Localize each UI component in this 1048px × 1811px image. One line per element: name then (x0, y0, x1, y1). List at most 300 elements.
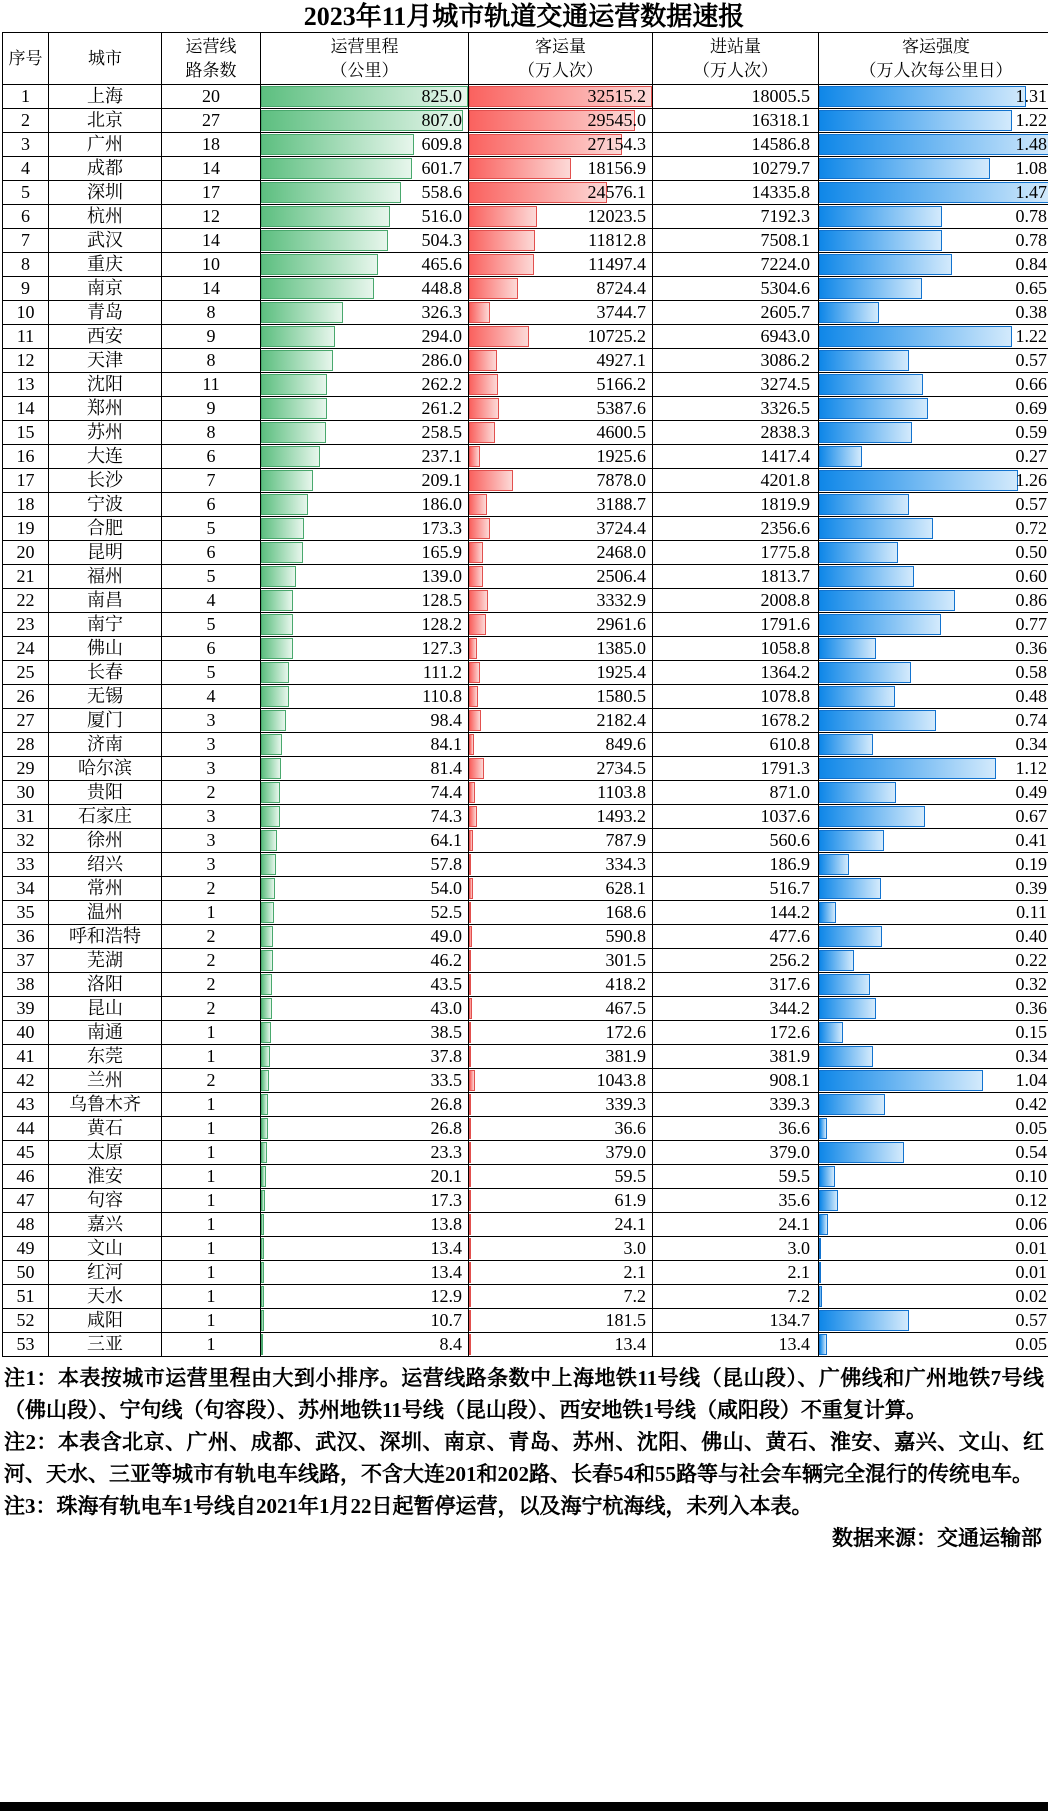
cell-value: 2182.4 (596, 710, 646, 730)
cell-entries: 186.9 (653, 853, 819, 877)
table-row (3, 1021, 1048, 1045)
cell-mileage (261, 325, 469, 349)
cell-mileage (261, 925, 469, 949)
cell-index: 2 (3, 109, 49, 133)
cell-intensity (819, 1333, 1048, 1357)
cell-city: 无锡 (49, 685, 162, 709)
table-row (3, 997, 1048, 1021)
cell-lines: 1 (162, 1093, 261, 1117)
cell-index: 23 (3, 613, 49, 637)
footnote-2: 注2：本表含北京、广州、成都、武汉、深圳、南京、青岛、苏州、沈阳、佛山、黄石、淮安、嘉兴、文山、红河、天水、三亚等城市有轨电车线路，不含大连201和202路、长春54和55路等与社会车辆完全混行的传统电车。 (4, 1430, 1044, 1486)
cell-index: 31 (3, 805, 49, 829)
table-row (3, 157, 1048, 181)
cell-index: 4 (3, 157, 49, 181)
cell-lines: 18 (162, 133, 261, 157)
cell-value: 2506.4 (596, 566, 646, 586)
cell-index: 34 (3, 877, 49, 901)
cell-intensity (819, 733, 1048, 757)
col-header-entries: 进站量 （万人次） (653, 33, 819, 85)
cell-value: 1925.4 (596, 662, 646, 682)
cell-passengers (469, 1021, 653, 1045)
cell-entries: 1791.3 (653, 757, 819, 781)
cell-value: 849.6 (605, 734, 646, 754)
cell-mileage (261, 613, 469, 637)
cell-value: 10725.2 (587, 326, 646, 346)
cell-lines: 4 (162, 685, 261, 709)
cell-lines: 14 (162, 157, 261, 181)
cell-value: 326.3 (421, 302, 462, 322)
cell-city: 东莞 (49, 1045, 162, 1069)
cell-index: 26 (3, 685, 49, 709)
cell-mileage (261, 301, 469, 325)
cell-entries: 908.1 (653, 1069, 819, 1093)
cell-mileage (261, 1189, 469, 1213)
cell-value: 209.1 (421, 470, 462, 490)
cell-passengers (469, 229, 653, 253)
cell-mileage (261, 637, 469, 661)
cell-city: 长沙 (49, 469, 162, 493)
cell-mileage (261, 1309, 469, 1333)
cell-value: 4600.5 (596, 422, 646, 442)
cell-mileage (261, 973, 469, 997)
cell-city: 上海 (49, 85, 162, 109)
cell-entries: 3326.5 (653, 397, 819, 421)
cell-value: 127.3 (421, 638, 462, 658)
cell-intensity (819, 565, 1048, 589)
table-row (3, 205, 1048, 229)
cell-value: 10.7 (430, 1310, 462, 1330)
cell-value: 1.04 (1015, 1070, 1047, 1090)
cell-passengers (469, 877, 653, 901)
cell-passengers (469, 133, 653, 157)
cell-mileage (261, 1165, 469, 1189)
cell-passengers (469, 901, 653, 925)
table-row (3, 277, 1048, 301)
table-row (3, 901, 1048, 925)
cell-value: 0.58 (1015, 662, 1047, 682)
cell-lines: 14 (162, 277, 261, 301)
cell-entries: 2838.3 (653, 421, 819, 445)
cell-city: 嘉兴 (49, 1213, 162, 1237)
cell-value: 294.0 (421, 326, 462, 346)
cell-intensity (819, 541, 1048, 565)
cell-value: 0.57 (1015, 350, 1047, 370)
cell-value: 2961.6 (596, 614, 646, 634)
cell-value: 261.2 (421, 398, 462, 418)
cell-city: 重庆 (49, 253, 162, 277)
table-row (3, 253, 1048, 277)
cell-intensity (819, 685, 1048, 709)
cell-intensity (819, 1213, 1048, 1237)
cell-entries: 7508.1 (653, 229, 819, 253)
cell-index: 32 (3, 829, 49, 853)
cell-mileage (261, 733, 469, 757)
cell-value: 0.22 (1015, 950, 1047, 970)
cell-passengers (469, 925, 653, 949)
cell-value: 0.06 (1015, 1214, 1047, 1234)
table-row (3, 613, 1048, 637)
cell-mileage (261, 997, 469, 1021)
cell-intensity (819, 181, 1048, 205)
cell-value: 0.84 (1015, 254, 1047, 274)
cell-passengers (469, 1213, 653, 1237)
cell-index: 35 (3, 901, 49, 925)
cell-value: 3188.7 (596, 494, 646, 514)
cell-index: 5 (3, 181, 49, 205)
cell-passengers (469, 1309, 653, 1333)
cell-value: 0.50 (1015, 542, 1047, 562)
cell-index: 29 (3, 757, 49, 781)
table-row (3, 541, 1048, 565)
table-row (3, 733, 1048, 757)
cell-city: 淮安 (49, 1165, 162, 1189)
cell-passengers (469, 757, 653, 781)
cell-value: 5387.6 (596, 398, 646, 418)
cell-entries: 381.9 (653, 1045, 819, 1069)
cell-intensity (819, 373, 1048, 397)
cell-value: 379.0 (605, 1142, 646, 1162)
cell-entries: 344.2 (653, 997, 819, 1021)
cell-value: 2.1 (623, 1262, 646, 1282)
cell-index: 25 (3, 661, 49, 685)
cell-value: 258.5 (421, 422, 462, 442)
cell-value: 43.0 (430, 998, 462, 1018)
table-row (3, 325, 1048, 349)
cell-city: 北京 (49, 109, 162, 133)
cell-value: 0.32 (1015, 974, 1047, 994)
cell-city: 深圳 (49, 181, 162, 205)
cell-lines: 1 (162, 1285, 261, 1309)
cell-intensity (819, 637, 1048, 661)
cell-value: 1580.5 (596, 686, 646, 706)
cell-value: 61.9 (614, 1190, 646, 1210)
cell-city: 徐州 (49, 829, 162, 853)
cell-lines: 6 (162, 493, 261, 517)
cell-lines: 3 (162, 805, 261, 829)
cell-city: 宁波 (49, 493, 162, 517)
cell-value: 12023.5 (587, 206, 646, 226)
cell-entries: 16318.1 (653, 109, 819, 133)
cell-value: 301.5 (605, 950, 646, 970)
cell-lines: 8 (162, 421, 261, 445)
cell-value: 0.59 (1015, 422, 1047, 442)
cell-city: 太原 (49, 1141, 162, 1165)
cell-intensity (819, 109, 1048, 133)
cell-mileage (261, 349, 469, 373)
cell-value: 3724.4 (596, 518, 646, 538)
cell-index: 22 (3, 589, 49, 613)
cell-value: 74.3 (430, 806, 462, 826)
cell-index: 21 (3, 565, 49, 589)
cell-lines: 2 (162, 949, 261, 973)
cell-index: 18 (3, 493, 49, 517)
cell-value: 0.78 (1015, 230, 1047, 250)
cell-value: 0.49 (1015, 782, 1047, 802)
cell-entries: 24.1 (653, 1213, 819, 1237)
cell-city: 洛阳 (49, 973, 162, 997)
cell-lines: 1 (162, 1309, 261, 1333)
cell-mileage (261, 253, 469, 277)
cell-value: 57.8 (430, 854, 462, 874)
cell-mileage (261, 565, 469, 589)
cell-value: 0.01 (1015, 1262, 1047, 1282)
cell-passengers (469, 709, 653, 733)
cell-lines: 5 (162, 517, 261, 541)
table-row (3, 973, 1048, 997)
cell-index: 19 (3, 517, 49, 541)
table-row (3, 829, 1048, 853)
cell-value: 0.36 (1015, 638, 1047, 658)
cell-mileage (261, 901, 469, 925)
cell-passengers (469, 373, 653, 397)
cell-intensity (819, 925, 1048, 949)
cell-value: 0.86 (1015, 590, 1047, 610)
cell-mileage (261, 133, 469, 157)
cell-value: 3.0 (623, 1238, 646, 1258)
cell-passengers (469, 589, 653, 613)
cell-entries: 2605.7 (653, 301, 819, 325)
table-row (3, 661, 1048, 685)
cell-entries: 871.0 (653, 781, 819, 805)
cell-city: 绍兴 (49, 853, 162, 877)
cell-value: 11497.4 (588, 254, 646, 274)
cell-lines: 3 (162, 829, 261, 853)
cell-intensity (819, 1021, 1048, 1045)
cell-lines: 2 (162, 925, 261, 949)
cell-value: 2734.5 (596, 758, 646, 778)
cell-mileage (261, 589, 469, 613)
cell-lines: 6 (162, 637, 261, 661)
cell-value: 64.1 (430, 830, 462, 850)
cell-lines: 7 (162, 469, 261, 493)
cell-passengers (469, 565, 653, 589)
cell-intensity (819, 709, 1048, 733)
page-title: 2023年11月城市轨道交通运营数据速报 (303, 2, 745, 31)
table-row (3, 781, 1048, 805)
table-row (3, 757, 1048, 781)
table-row (3, 925, 1048, 949)
cell-passengers (469, 181, 653, 205)
cell-mileage (261, 829, 469, 853)
cell-lines: 9 (162, 325, 261, 349)
cell-entries: 14586.8 (653, 133, 819, 157)
col-header-index: 序号 (3, 33, 49, 85)
cell-city: 呼和浩特 (49, 925, 162, 949)
cell-city: 温州 (49, 901, 162, 925)
cell-index: 43 (3, 1093, 49, 1117)
cell-entries: 3.0 (653, 1237, 819, 1261)
cell-index: 38 (3, 973, 49, 997)
cell-passengers (469, 325, 653, 349)
cell-value: 12.9 (430, 1286, 462, 1306)
cell-index: 27 (3, 709, 49, 733)
cell-index: 15 (3, 421, 49, 445)
cell-entries: 172.6 (653, 1021, 819, 1045)
cell-value: 381.9 (605, 1046, 646, 1066)
cell-city: 西安 (49, 325, 162, 349)
table-row (3, 1261, 1048, 1285)
cell-city: 乌鲁木齐 (49, 1093, 162, 1117)
cell-value: 29545.0 (587, 110, 646, 130)
cell-intensity (819, 757, 1048, 781)
cell-index: 9 (3, 277, 49, 301)
cell-city: 昆山 (49, 997, 162, 1021)
cell-lines: 6 (162, 445, 261, 469)
cell-entries: 3274.5 (653, 373, 819, 397)
table-row (3, 229, 1048, 253)
cell-city: 句容 (49, 1189, 162, 1213)
cell-mileage (261, 1045, 469, 1069)
cell-value: 168.6 (605, 902, 646, 922)
cell-value: 0.57 (1015, 494, 1047, 514)
cell-value: 558.6 (421, 182, 462, 202)
cell-value: 172.6 (605, 1022, 646, 1042)
table-row (3, 421, 1048, 445)
cell-mileage (261, 1069, 469, 1093)
cell-lines: 1 (162, 1045, 261, 1069)
table-row (3, 373, 1048, 397)
cell-value: 0.66 (1015, 374, 1047, 394)
cell-passengers (469, 205, 653, 229)
cell-mileage (261, 1333, 469, 1357)
cell-mileage (261, 493, 469, 517)
cell-intensity (819, 469, 1048, 493)
cell-value: 98.4 (430, 710, 462, 730)
cell-entries: 1819.9 (653, 493, 819, 517)
cell-entries: 35.6 (653, 1189, 819, 1213)
cell-city: 佛山 (49, 637, 162, 661)
cell-lines: 8 (162, 301, 261, 325)
cell-city: 长春 (49, 661, 162, 685)
table-row (3, 685, 1048, 709)
cell-passengers (469, 493, 653, 517)
cell-index: 53 (3, 1333, 49, 1357)
cell-entries: 7.2 (653, 1285, 819, 1309)
cell-city: 黄石 (49, 1117, 162, 1141)
cell-value: 181.5 (605, 1310, 646, 1330)
cell-mileage (261, 685, 469, 709)
cell-entries: 59.5 (653, 1165, 819, 1189)
cell-value: 448.8 (421, 278, 462, 298)
cell-value: 0.69 (1015, 398, 1047, 418)
cell-lines: 2 (162, 877, 261, 901)
cell-lines: 3 (162, 733, 261, 757)
cell-entries: 516.7 (653, 877, 819, 901)
cell-mileage (261, 1285, 469, 1309)
cell-value: 0.27 (1015, 446, 1047, 466)
cell-value: 0.10 (1015, 1166, 1047, 1186)
cell-passengers (469, 1261, 653, 1285)
table-row (3, 1165, 1048, 1189)
cell-city: 合肥 (49, 517, 162, 541)
cell-passengers (469, 541, 653, 565)
cell-intensity (819, 1309, 1048, 1333)
cell-passengers (469, 805, 653, 829)
cell-lines: 4 (162, 589, 261, 613)
table-row (3, 1333, 1048, 1357)
table-row (3, 1237, 1048, 1261)
cell-index: 51 (3, 1285, 49, 1309)
cell-entries: 2.1 (653, 1261, 819, 1285)
cell-mileage (261, 1093, 469, 1117)
table-row (3, 1093, 1048, 1117)
cell-city: 天水 (49, 1285, 162, 1309)
cell-value: 43.5 (430, 974, 462, 994)
cell-passengers (469, 445, 653, 469)
cell-intensity (819, 85, 1048, 109)
cell-mileage (261, 517, 469, 541)
cell-value: 601.7 (421, 158, 462, 178)
cell-lines: 2 (162, 973, 261, 997)
cell-intensity (819, 1069, 1048, 1093)
cell-lines: 5 (162, 565, 261, 589)
cell-entries: 610.8 (653, 733, 819, 757)
cell-value: 7.2 (623, 1286, 646, 1306)
cell-value: 1.12 (1015, 758, 1047, 778)
table-row (3, 109, 1048, 133)
cell-index: 33 (3, 853, 49, 877)
cell-intensity (819, 493, 1048, 517)
cell-value: 237.1 (421, 446, 462, 466)
cell-intensity (819, 205, 1048, 229)
cell-value: 128.2 (421, 614, 462, 634)
cell-entries: 2356.6 (653, 517, 819, 541)
cell-entries: 379.0 (653, 1141, 819, 1165)
cell-mileage (261, 877, 469, 901)
cell-intensity (819, 349, 1048, 373)
cell-entries: 6943.0 (653, 325, 819, 349)
cell-mileage (261, 421, 469, 445)
cell-city: 咸阳 (49, 1309, 162, 1333)
cell-value: 59.5 (614, 1166, 646, 1186)
cell-city: 芜湖 (49, 949, 162, 973)
cell-entries: 1813.7 (653, 565, 819, 589)
cell-lines: 1 (162, 1237, 261, 1261)
cell-intensity (819, 1261, 1048, 1285)
cell-value: 27154.3 (587, 134, 646, 154)
cell-index: 8 (3, 253, 49, 277)
table-row (3, 349, 1048, 373)
cell-intensity (819, 517, 1048, 541)
cell-passengers (469, 1093, 653, 1117)
cell-value: 516.0 (421, 206, 462, 226)
cell-mileage (261, 109, 469, 133)
cell-city: 南通 (49, 1021, 162, 1045)
cell-value: 128.5 (421, 590, 462, 610)
table-row (3, 1069, 1048, 1093)
table-row (3, 85, 1048, 109)
cell-mileage (261, 373, 469, 397)
cell-mileage (261, 445, 469, 469)
cell-value: 339.3 (605, 1094, 646, 1114)
cell-passengers (469, 853, 653, 877)
cell-index: 48 (3, 1213, 49, 1237)
cell-value: 0.38 (1015, 302, 1047, 322)
cell-entries: 1078.8 (653, 685, 819, 709)
table-row (3, 1309, 1048, 1333)
cell-index: 12 (3, 349, 49, 373)
cell-passengers (469, 997, 653, 1021)
cell-lines: 9 (162, 397, 261, 421)
cell-value: 24576.1 (587, 182, 646, 202)
cell-passengers (469, 949, 653, 973)
cell-intensity (819, 973, 1048, 997)
cell-value: 74.4 (430, 782, 462, 802)
cell-passengers (469, 973, 653, 997)
cell-value: 8724.4 (596, 278, 646, 298)
cell-index: 45 (3, 1141, 49, 1165)
cell-index: 50 (3, 1261, 49, 1285)
